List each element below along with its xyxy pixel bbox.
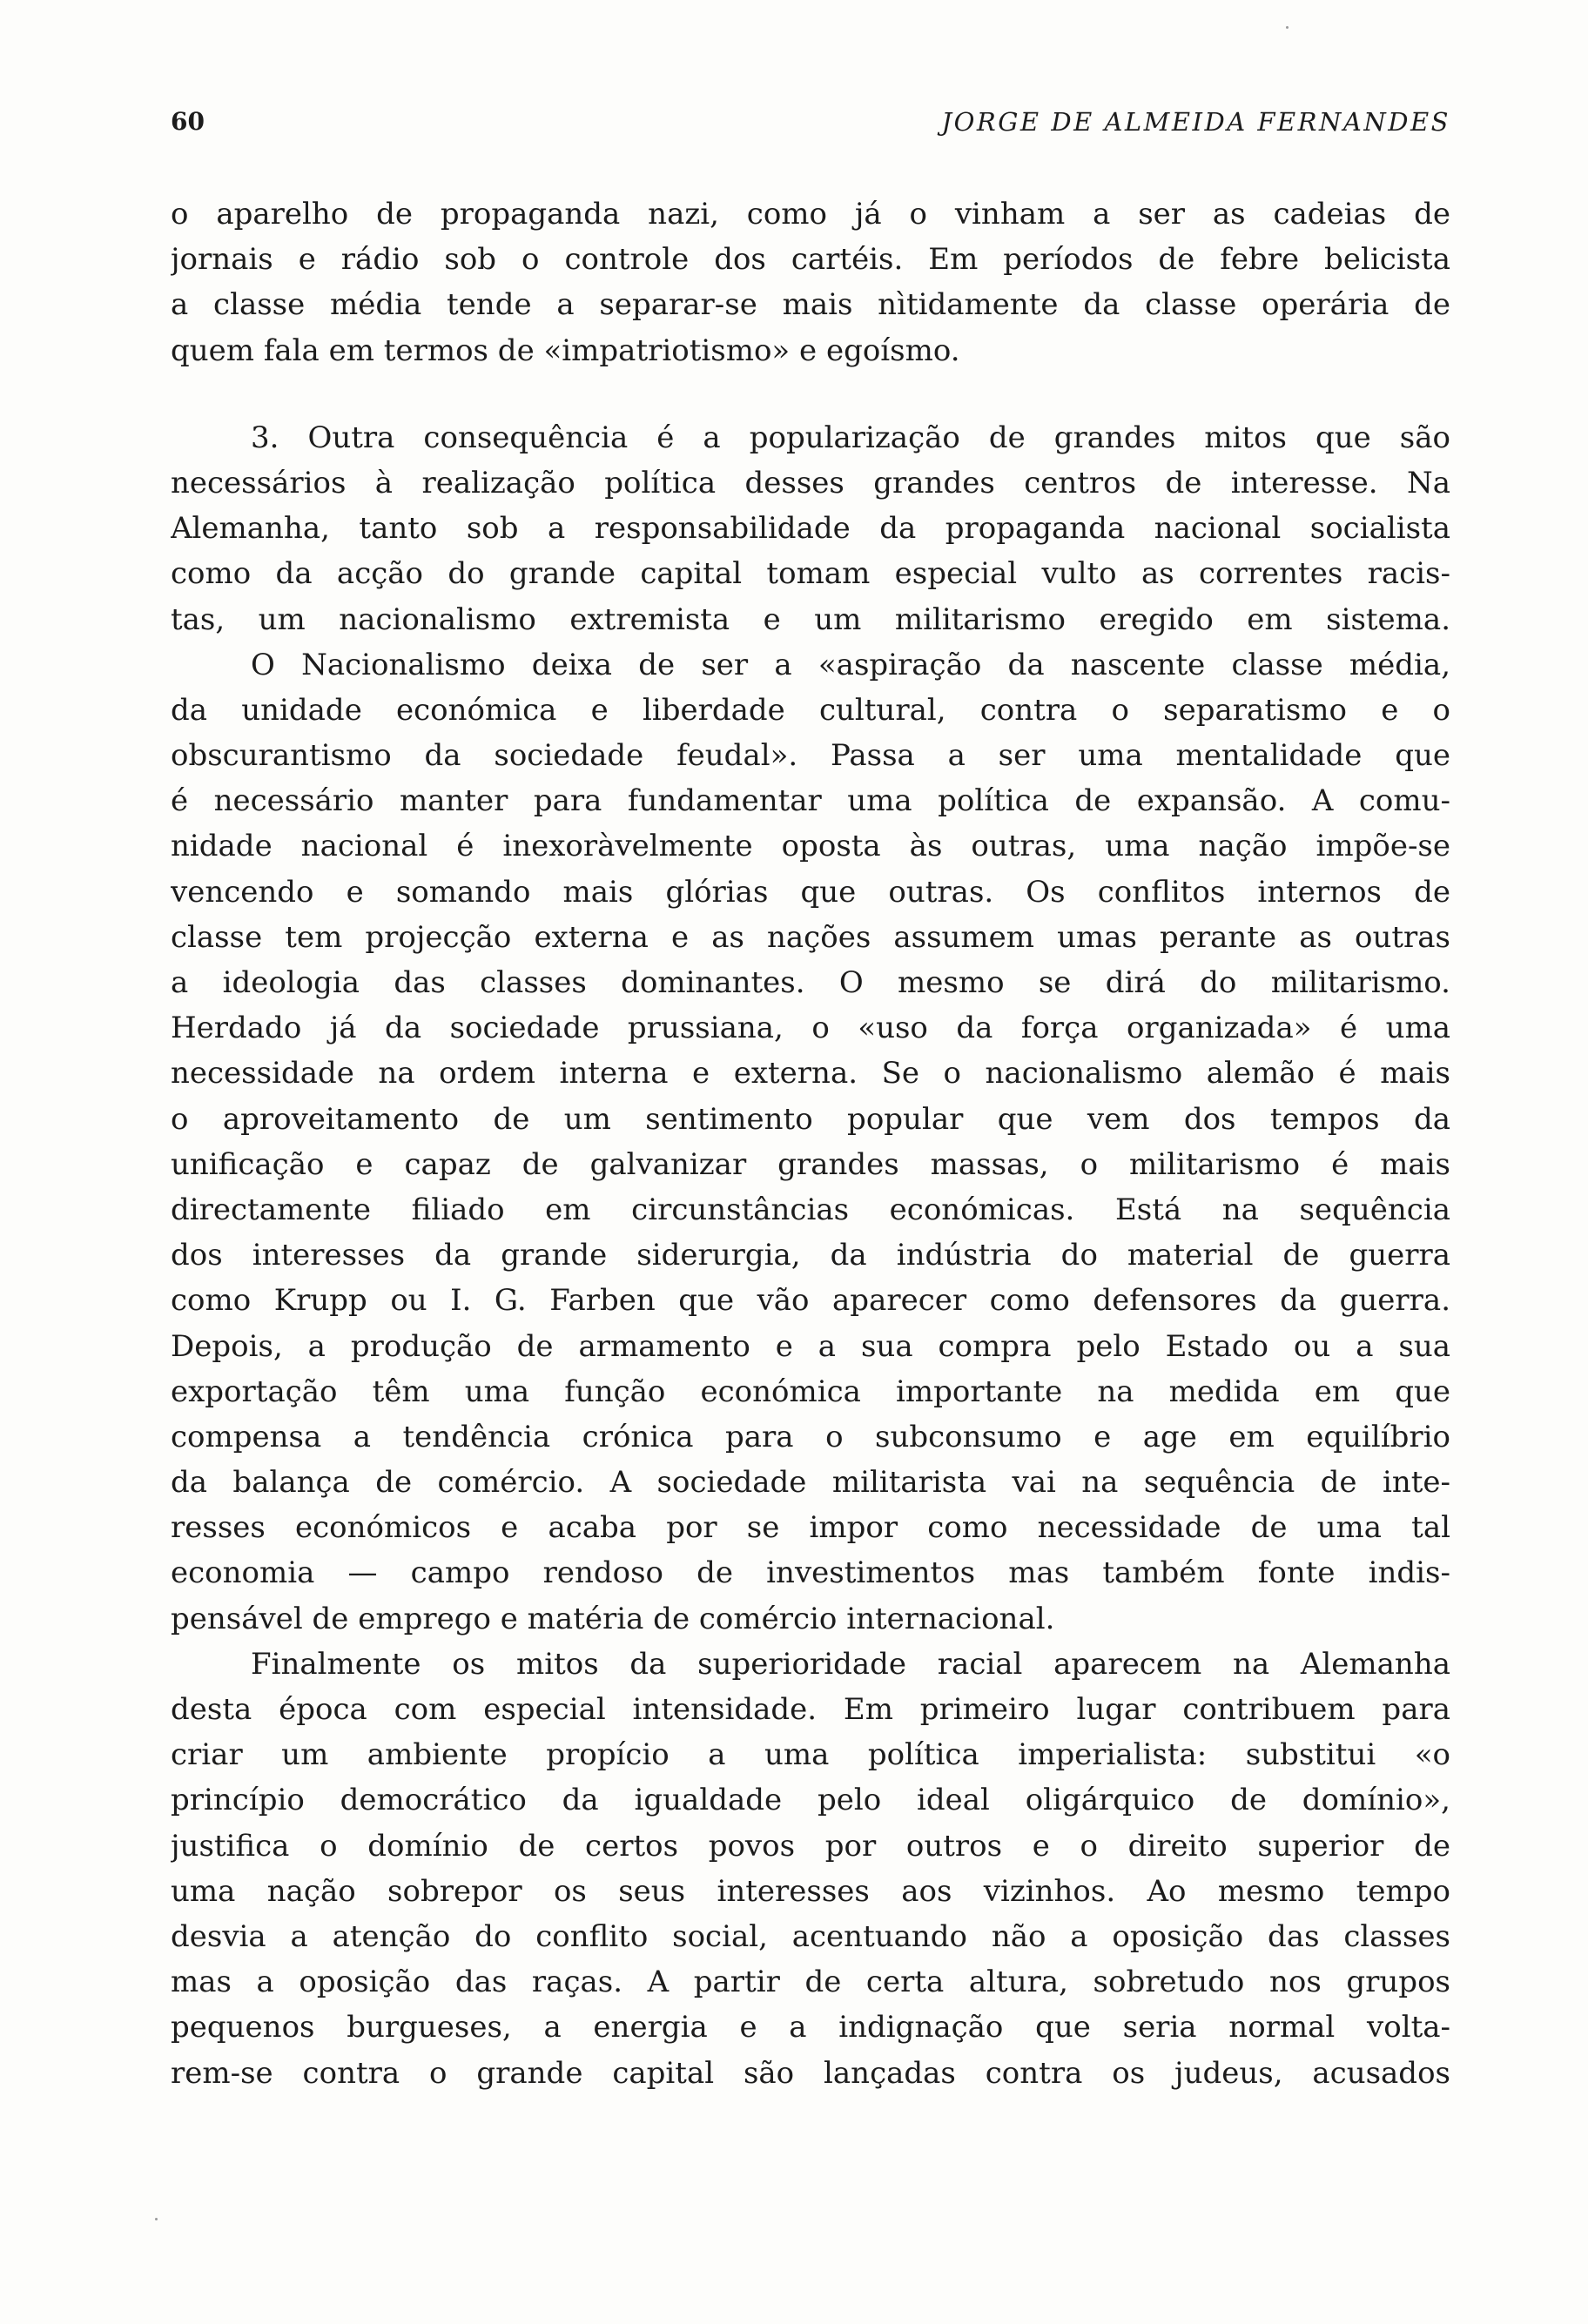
text-line: exportação têm uma função económica importante na medida em que <box>171 1374 1450 1409</box>
text-line: rem-se contra o grande capital são lançadas contra os judeus, acusados <box>171 2055 1450 2091</box>
text-line: o aparelho de propaganda nazi, como já o vinham a ser as cadeias de <box>171 197 1450 232</box>
text-line: criar um ambiente propício a uma política imperialista: substitui «o <box>171 1737 1450 1773</box>
text-line: desta época com especial intensidade. Em primeiro lugar contribuem para <box>171 1692 1450 1727</box>
text-line: a ideologia das classes dominantes. O mesmo se dirá do militarismo. <box>171 965 1450 1000</box>
paragraph <box>171 642 1450 1642</box>
text-line: desvia a atenção do conflito social, acentuando não a oposição das classes <box>171 1918 1450 1954</box>
text-line: necessidade na ordem interna e externa. Se o nacionalismo alemão é mais <box>171 1056 1450 1091</box>
page-number: 60 <box>171 107 205 136</box>
text-line: unificação e capaz de galvanizar grandes massas, o militarismo é mais <box>171 1146 1450 1182</box>
text-line: Depois, a produção de armamento e a sua compra pelo Estado ou a sua <box>171 1328 1450 1364</box>
section-gap <box>171 373 1450 415</box>
text-line: vencendo e somando mais glórias que outras. Os conflitos internos de <box>171 874 1450 910</box>
text-line: nidade nacional é inexoràvelmente oposta às outras, uma nação impõe-se <box>171 829 1450 864</box>
text-line: mas a oposição das raças. A partir de certa altura, sobretudo nos grupos <box>171 1965 1450 2000</box>
text-line: economia — campo rendoso de investimentos mas também fonte indis- <box>171 1555 1450 1591</box>
text-line: da unidade económica e liberdade cultural, contra o separatismo e o <box>171 692 1450 728</box>
text-line: uma nação sobrepor os seus interesses aos vizinhos. Ao mesmo tempo <box>171 1873 1450 1909</box>
text-line: é necessário manter para fundamentar uma política de expansão. A comu- <box>171 783 1450 819</box>
text-line: quem fala em termos de «impatriotismo» e egoísmo. <box>171 332 960 368</box>
text-line: O Nacionalismo deixa de ser a «aspiração da nascente classe média, <box>251 647 1450 682</box>
text-line: jornais e rádio sob o controle dos cartéis. Em períodos de febre belicista <box>171 242 1450 278</box>
text-line: dos interesses da grande siderurgia, da indústria do material de guerra <box>171 1238 1450 1273</box>
text-line: Finalmente os mitos da superioridade racial aparecem na Alemanha <box>251 1646 1450 1682</box>
text-line: justifica o domínio de certos povos por outros e o direito superior de <box>171 1828 1450 1864</box>
running-title: JORGE DE ALMEIDA FERNANDES <box>941 107 1450 137</box>
text-line: o aproveitamento de um sentimento popular que vem dos tempos da <box>171 1101 1450 1137</box>
text-line: classe tem projecção externa e as nações assumem umas perante as outras <box>171 919 1450 955</box>
text-line: resses económicos e acaba por se impor como necessidade de uma tal <box>171 1510 1450 1546</box>
text-line: pequenos burgueses, a energia e a indignação que seria normal volta- <box>171 2010 1450 2045</box>
text-line: da balança de comércio. A sociedade militarista vai na sequência de inte- <box>171 1465 1450 1501</box>
text-line: pensável de emprego e matéria de comércio internacional. <box>171 1601 1055 1636</box>
text-line: princípio democrático da igualdade pelo ideal oligárquico de domínio», <box>171 1783 1450 1818</box>
text-line: necessários à realização política desses grandes centros de interesse. Na <box>171 465 1450 500</box>
running-head <box>171 103 1450 141</box>
text-line: tas, um nacionalismo extremista e um militarismo eregido em sistema. <box>171 601 1450 637</box>
text-line: 3. Outra consequência é a popularização de grandes mitos que são <box>251 420 1450 455</box>
text-line: compensa a tendência crónica para o subconsumo e age em equilíbrio <box>171 1419 1450 1454</box>
paragraph <box>171 191 1450 373</box>
text-line: directamente filiado em circunstâncias económicas. Está na sequência <box>171 1192 1450 1227</box>
text-line: Herdado já da sociedade prussiana, o «uso da força organizada» é uma <box>171 1011 1450 1046</box>
paragraph <box>171 1642 1450 2096</box>
scan-speck <box>155 2218 158 2220</box>
paragraph <box>171 415 1450 642</box>
scan-speck <box>1286 26 1289 29</box>
text-line: a classe média tende a separar-se mais nìtidamente da classe operária de <box>171 287 1450 323</box>
text-line: como Krupp ou I. G. Farben que vão aparecer como defensores da guerra. <box>171 1283 1450 1319</box>
text-line: Alemanha, tanto sob a responsabilidade da propaganda nacional socialista <box>171 511 1450 547</box>
text-line: obscurantismo da sociedade feudal». Passa a ser uma mentalidade que <box>171 738 1450 774</box>
body-text <box>171 191 1450 2096</box>
text-line: como da acção do grande capital tomam especial vulto as correntes racis- <box>171 556 1450 592</box>
